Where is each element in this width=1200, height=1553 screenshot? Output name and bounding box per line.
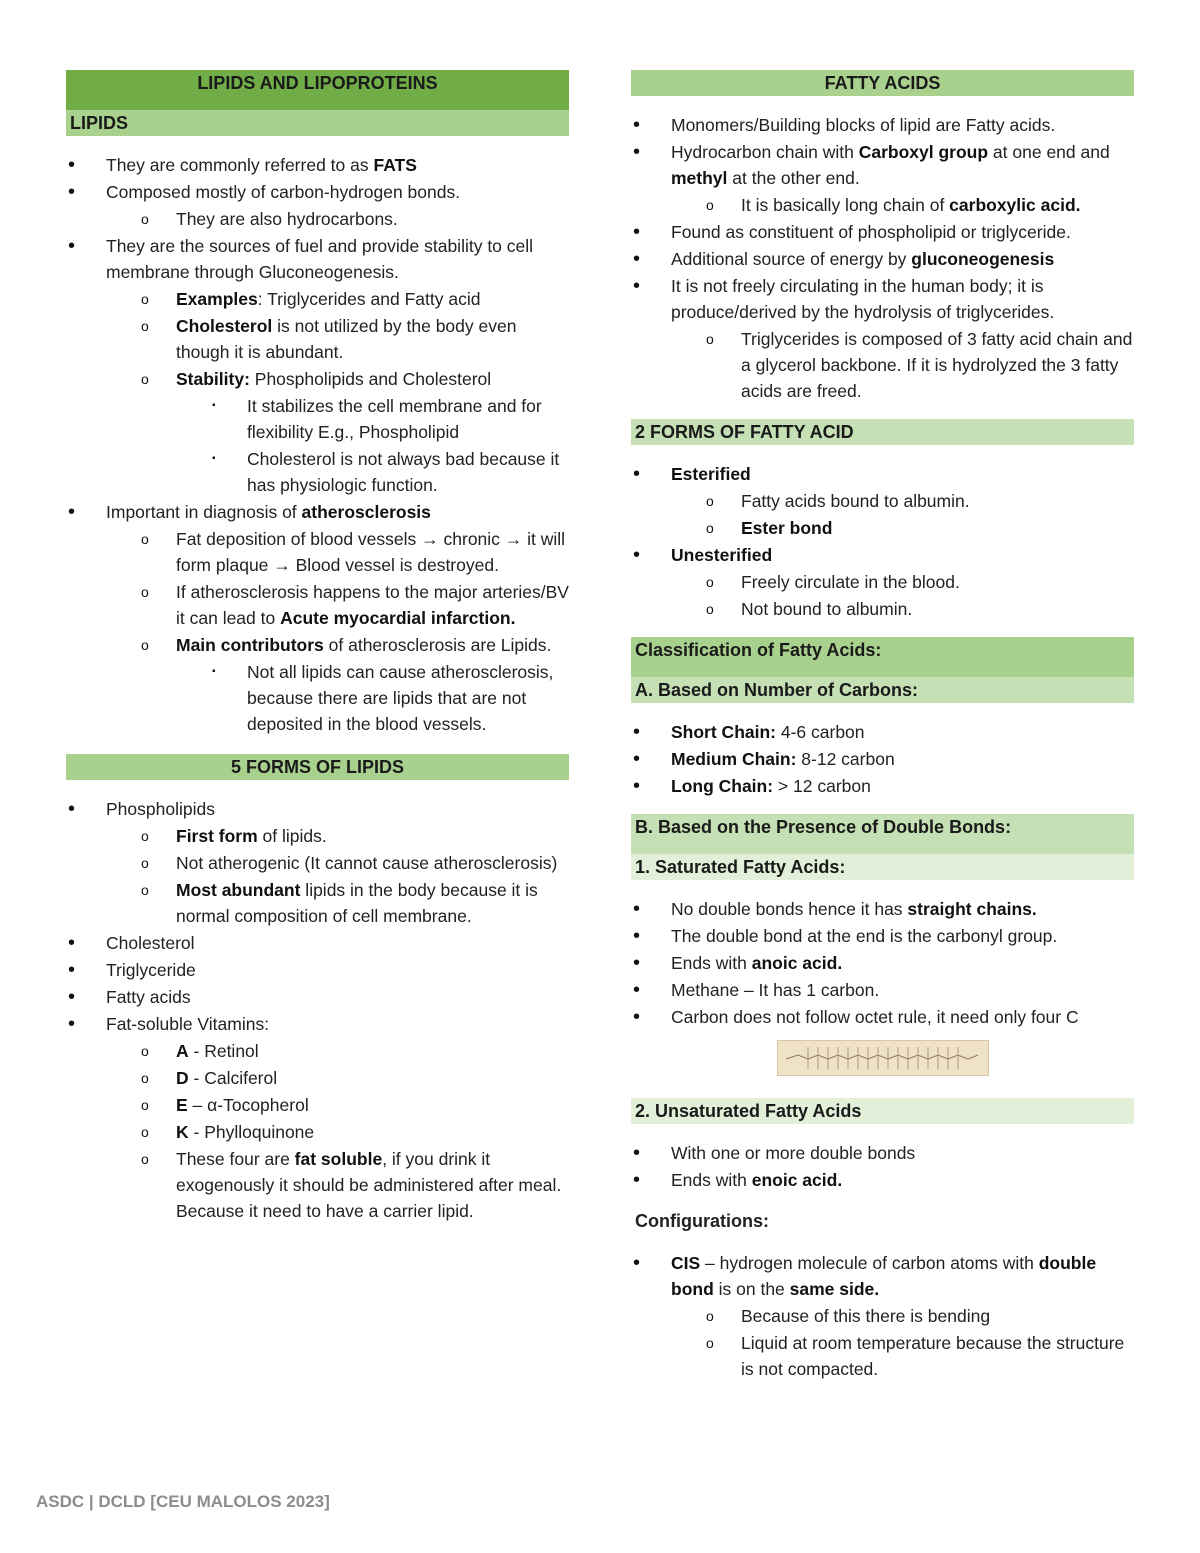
list-item: • Fat-soluble Vitamins: xyxy=(66,1011,569,1037)
list-item: • No double bonds hence it has straight chains. xyxy=(631,896,1134,922)
list-item: • Short Chain: 4-6 carbon xyxy=(631,719,1134,745)
list-item: • Esterified xyxy=(631,461,1134,487)
two-forms-list xyxy=(631,461,1134,622)
section-header-classification: Classification of Fatty Acids: xyxy=(631,637,1134,677)
list-item: ▪ It stabilizes the cell membrane and for flexibility E.g., Phospholipid xyxy=(66,393,569,445)
list-item: o They are also hydrocarbons. xyxy=(66,206,569,232)
list-item: • Unesterified xyxy=(631,542,1134,568)
section-header-saturated: 1. Saturated Fatty Acids: xyxy=(631,854,1134,880)
list-item: o E – α-Tocopherol xyxy=(66,1092,569,1118)
saturated-fatty-acid-chain-diagram-icon xyxy=(777,1040,989,1076)
list-item: o A - Retinol xyxy=(66,1038,569,1064)
section-header-forms: 5 FORMS OF LIPIDS xyxy=(66,754,569,780)
unsaturated-list xyxy=(631,1140,1134,1193)
section-header-lipids: LIPIDS xyxy=(66,110,569,136)
list-item: • Long Chain: > 12 carbon xyxy=(631,773,1134,799)
list-item: o Not atherogenic (It cannot cause atherosclerosis) xyxy=(66,850,569,876)
section-header-two-forms: 2 FORMS OF FATTY ACID xyxy=(631,419,1134,445)
list-item: o Stability: Phospholipids and Cholesterol xyxy=(66,366,569,392)
list-item: • Triglyceride xyxy=(66,957,569,983)
configurations-label: Configurations: xyxy=(635,1211,769,1231)
list-item: o Cholesterol is not utilized by the body even though it is abundant. xyxy=(66,313,569,365)
list-item: • Ends with enoic acid. xyxy=(631,1167,1134,1193)
list-item: ▪ Not all lipids can cause atherosclerosis, because there are lipids that are not deposited in the blood vessels. xyxy=(66,659,569,737)
fatty-acids-list xyxy=(631,112,1134,404)
list-item: • Cholesterol xyxy=(66,930,569,956)
list-item: • Phospholipids xyxy=(66,796,569,822)
section-header-double-bonds: B. Based on the Presence of Double Bonds: xyxy=(631,814,1134,854)
list-item: o Because of this there is bending xyxy=(631,1303,1134,1329)
list-item: o D - Calciferol xyxy=(66,1065,569,1091)
list-item: o These four are fat soluble, if you drink it exogenously it should be administered after meal. Because it need to have a carrier lipid. xyxy=(66,1146,569,1224)
list-item: • It is not freely circulating in the human body; it is produce/derived by the hydrolysis of triglycerides. xyxy=(631,273,1134,325)
list-item: • The double bond at the end is the carbonyl group. xyxy=(631,923,1134,949)
section-header-unsaturated: 2. Unsaturated Fatty Acids xyxy=(631,1098,1134,1124)
title-bar xyxy=(66,70,569,110)
section-header-carbons: A. Based on Number of Carbons: xyxy=(631,677,1134,703)
list-item: o Not bound to albumin. xyxy=(631,596,1134,622)
left-column xyxy=(66,70,569,1225)
list-item: • Monomers/Building blocks of lipid are Fatty acids. xyxy=(631,112,1134,138)
list-item: o If atherosclerosis happens to the major arteries/BV it can lead to Acute myocardial infarction. xyxy=(66,579,569,631)
page-footer: ASDC | DCLD [CEU MALOLOS 2023] xyxy=(36,1492,330,1511)
list-item: o Fatty acids bound to albumin. xyxy=(631,488,1134,514)
list-item: • Medium Chain: 8-12 carbon xyxy=(631,746,1134,772)
list-item: • Ends with anoic acid. xyxy=(631,950,1134,976)
list-item: o It is basically long chain of carboxylic acid. xyxy=(631,192,1134,218)
list-item: • Found as constituent of phospholipid or triglyceride. xyxy=(631,219,1134,245)
forms-list xyxy=(66,796,569,1224)
list-item: • Important in diagnosis of atherosclerosis xyxy=(66,499,569,525)
list-item: o Triglycerides is composed of 3 fatty acid chain and a glycerol backbone. If it is hydrolyzed the 3 fatty acids are freed. xyxy=(631,326,1134,404)
list-item: • Composed mostly of carbon-hydrogen bonds. xyxy=(66,179,569,205)
list-item: • With one or more double bonds xyxy=(631,1140,1134,1166)
lipids-list xyxy=(66,152,569,737)
list-item: • Additional source of energy by gluconeogenesis xyxy=(631,246,1134,272)
list-item: o Liquid at room temperature because the structure is not compacted. xyxy=(631,1330,1134,1382)
list-item: • Fatty acids xyxy=(66,984,569,1010)
list-item: • Carbon does not follow octet rule, it need only four C xyxy=(631,1004,1134,1030)
list-item: • They are commonly referred to as FATS xyxy=(66,152,569,178)
list-item: • Methane – It has 1 carbon. xyxy=(631,977,1134,1003)
document-title: LIPIDS AND LIPOPROTEINS xyxy=(197,73,438,93)
saturated-list xyxy=(631,896,1134,1030)
list-item: o K - Phylloquinone xyxy=(66,1119,569,1145)
list-item: • Hydrocarbon chain with Carboxyl group at one end and methyl at the other end. xyxy=(631,139,1134,191)
configurations-list xyxy=(631,1250,1134,1382)
carbons-list xyxy=(631,719,1134,799)
section-header-fatty-acids: FATTY ACIDS xyxy=(631,70,1134,96)
list-item: o Freely circulate in the blood. xyxy=(631,569,1134,595)
list-item: o Examples: Triglycerides and Fatty acid xyxy=(66,286,569,312)
list-item: o Main contributors of atherosclerosis are Lipids. xyxy=(66,632,569,658)
list-item: o Ester bond xyxy=(631,515,1134,541)
list-item: ▪ Cholesterol is not always bad because it has physiologic function. xyxy=(66,446,569,498)
right-column xyxy=(631,70,1134,1383)
list-item: o First form of lipids. xyxy=(66,823,569,849)
list-item: • CIS – hydrogen molecule of carbon atoms with double bond is on the same side. xyxy=(631,1250,1134,1302)
list-item: o Fat deposition of blood vessels → chronic → it will form plaque → Blood vessel is destroyed. xyxy=(66,526,569,578)
list-item: • They are the sources of fuel and provide stability to cell membrane through Gluconeogenesis. xyxy=(66,233,569,285)
list-item: o Most abundant lipids in the body because it is normal composition of cell membrane. xyxy=(66,877,569,929)
